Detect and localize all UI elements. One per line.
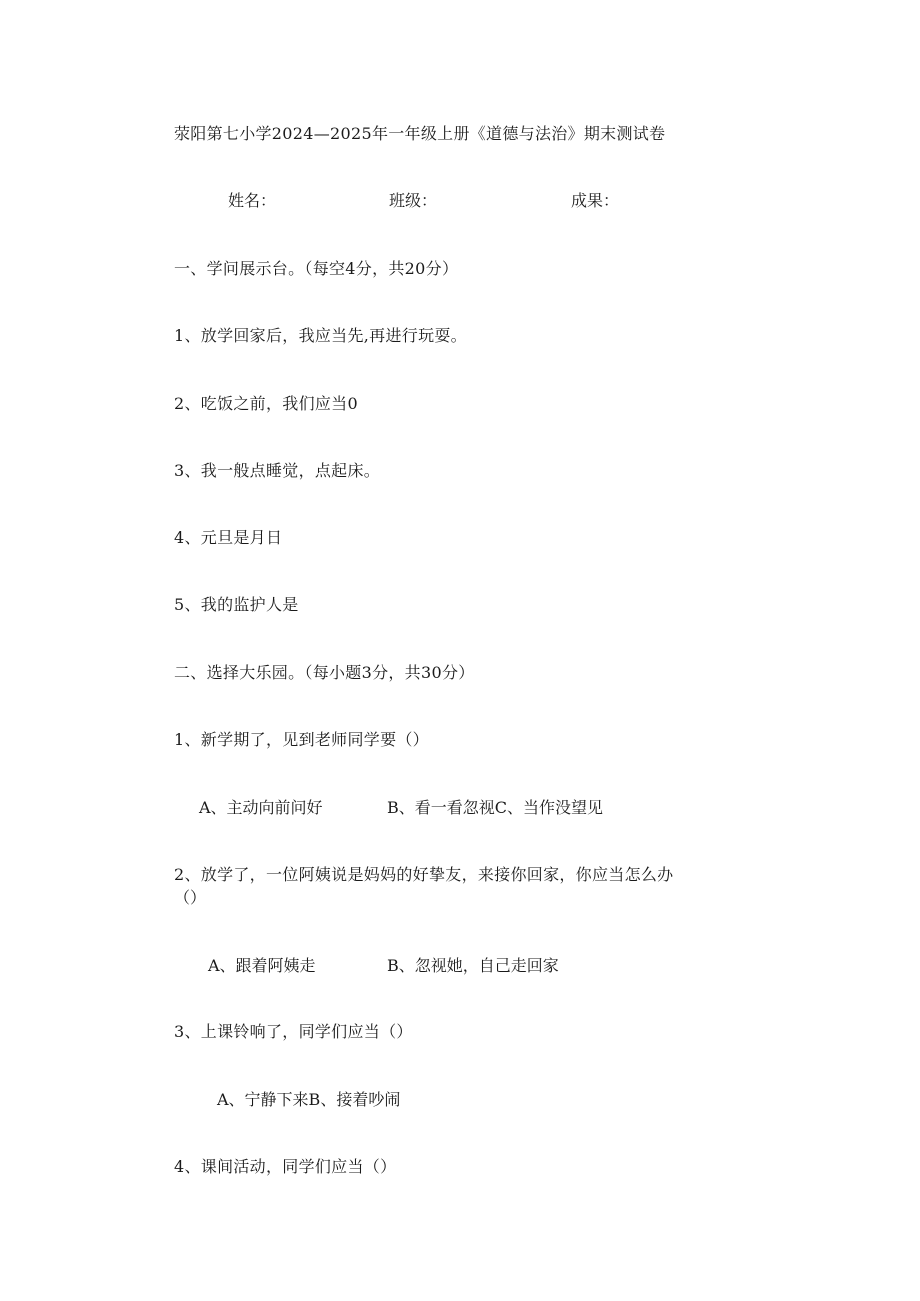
section1-item-4: 4、元旦是月日	[174, 528, 283, 547]
exam-title: 荥阳第七小学2024—2025年一年级上册《道德与法治》期末测试卷	[174, 124, 666, 143]
question-3-options: A、宁静下来B、接着吵闹	[217, 1090, 401, 1109]
section2-heading: 二、选择大乐园。（每小题3分，共30分）	[174, 663, 475, 682]
question-1-option-a: A、主动向前问好	[199, 798, 323, 817]
question-2-option-b: B、忽视她，自己走回家	[387, 956, 559, 975]
section1-item-2: 2、吃饭之前，我们应当0	[174, 394, 358, 413]
class-field-label: 班级：	[389, 191, 438, 210]
section1-heading: 一、学问展示台。（每空4分，共20分）	[174, 259, 459, 278]
question-4-text: 4、课间活动，同学们应当（）	[174, 1157, 397, 1176]
section1-item-3: 3、我一般点睡觉，点起床。	[174, 461, 381, 480]
question-1-text: 1、新学期了，见到老师同学要（）	[174, 730, 429, 749]
question-1-option-bc: B、看一看忽视C、当作没望见	[387, 798, 604, 817]
question-2-option-a: A、跟着阿姨走	[208, 956, 316, 975]
section1-item-5: 5、我的监护人是	[174, 595, 299, 614]
section1-item-1: 1、放学回家后，我应当先,再进行玩耍。	[174, 326, 467, 345]
question-3-text: 3、上课铃响了，同学们应当（）	[174, 1022, 413, 1041]
question-2-text: 2、放学了，一位阿姨说是妈妈的好挚友，来接你回家，你应当怎么办	[174, 865, 674, 884]
name-field-label: 姓名：	[228, 191, 277, 210]
question-2-paren: （）	[174, 888, 207, 907]
score-field-label: 成果：	[571, 191, 620, 210]
